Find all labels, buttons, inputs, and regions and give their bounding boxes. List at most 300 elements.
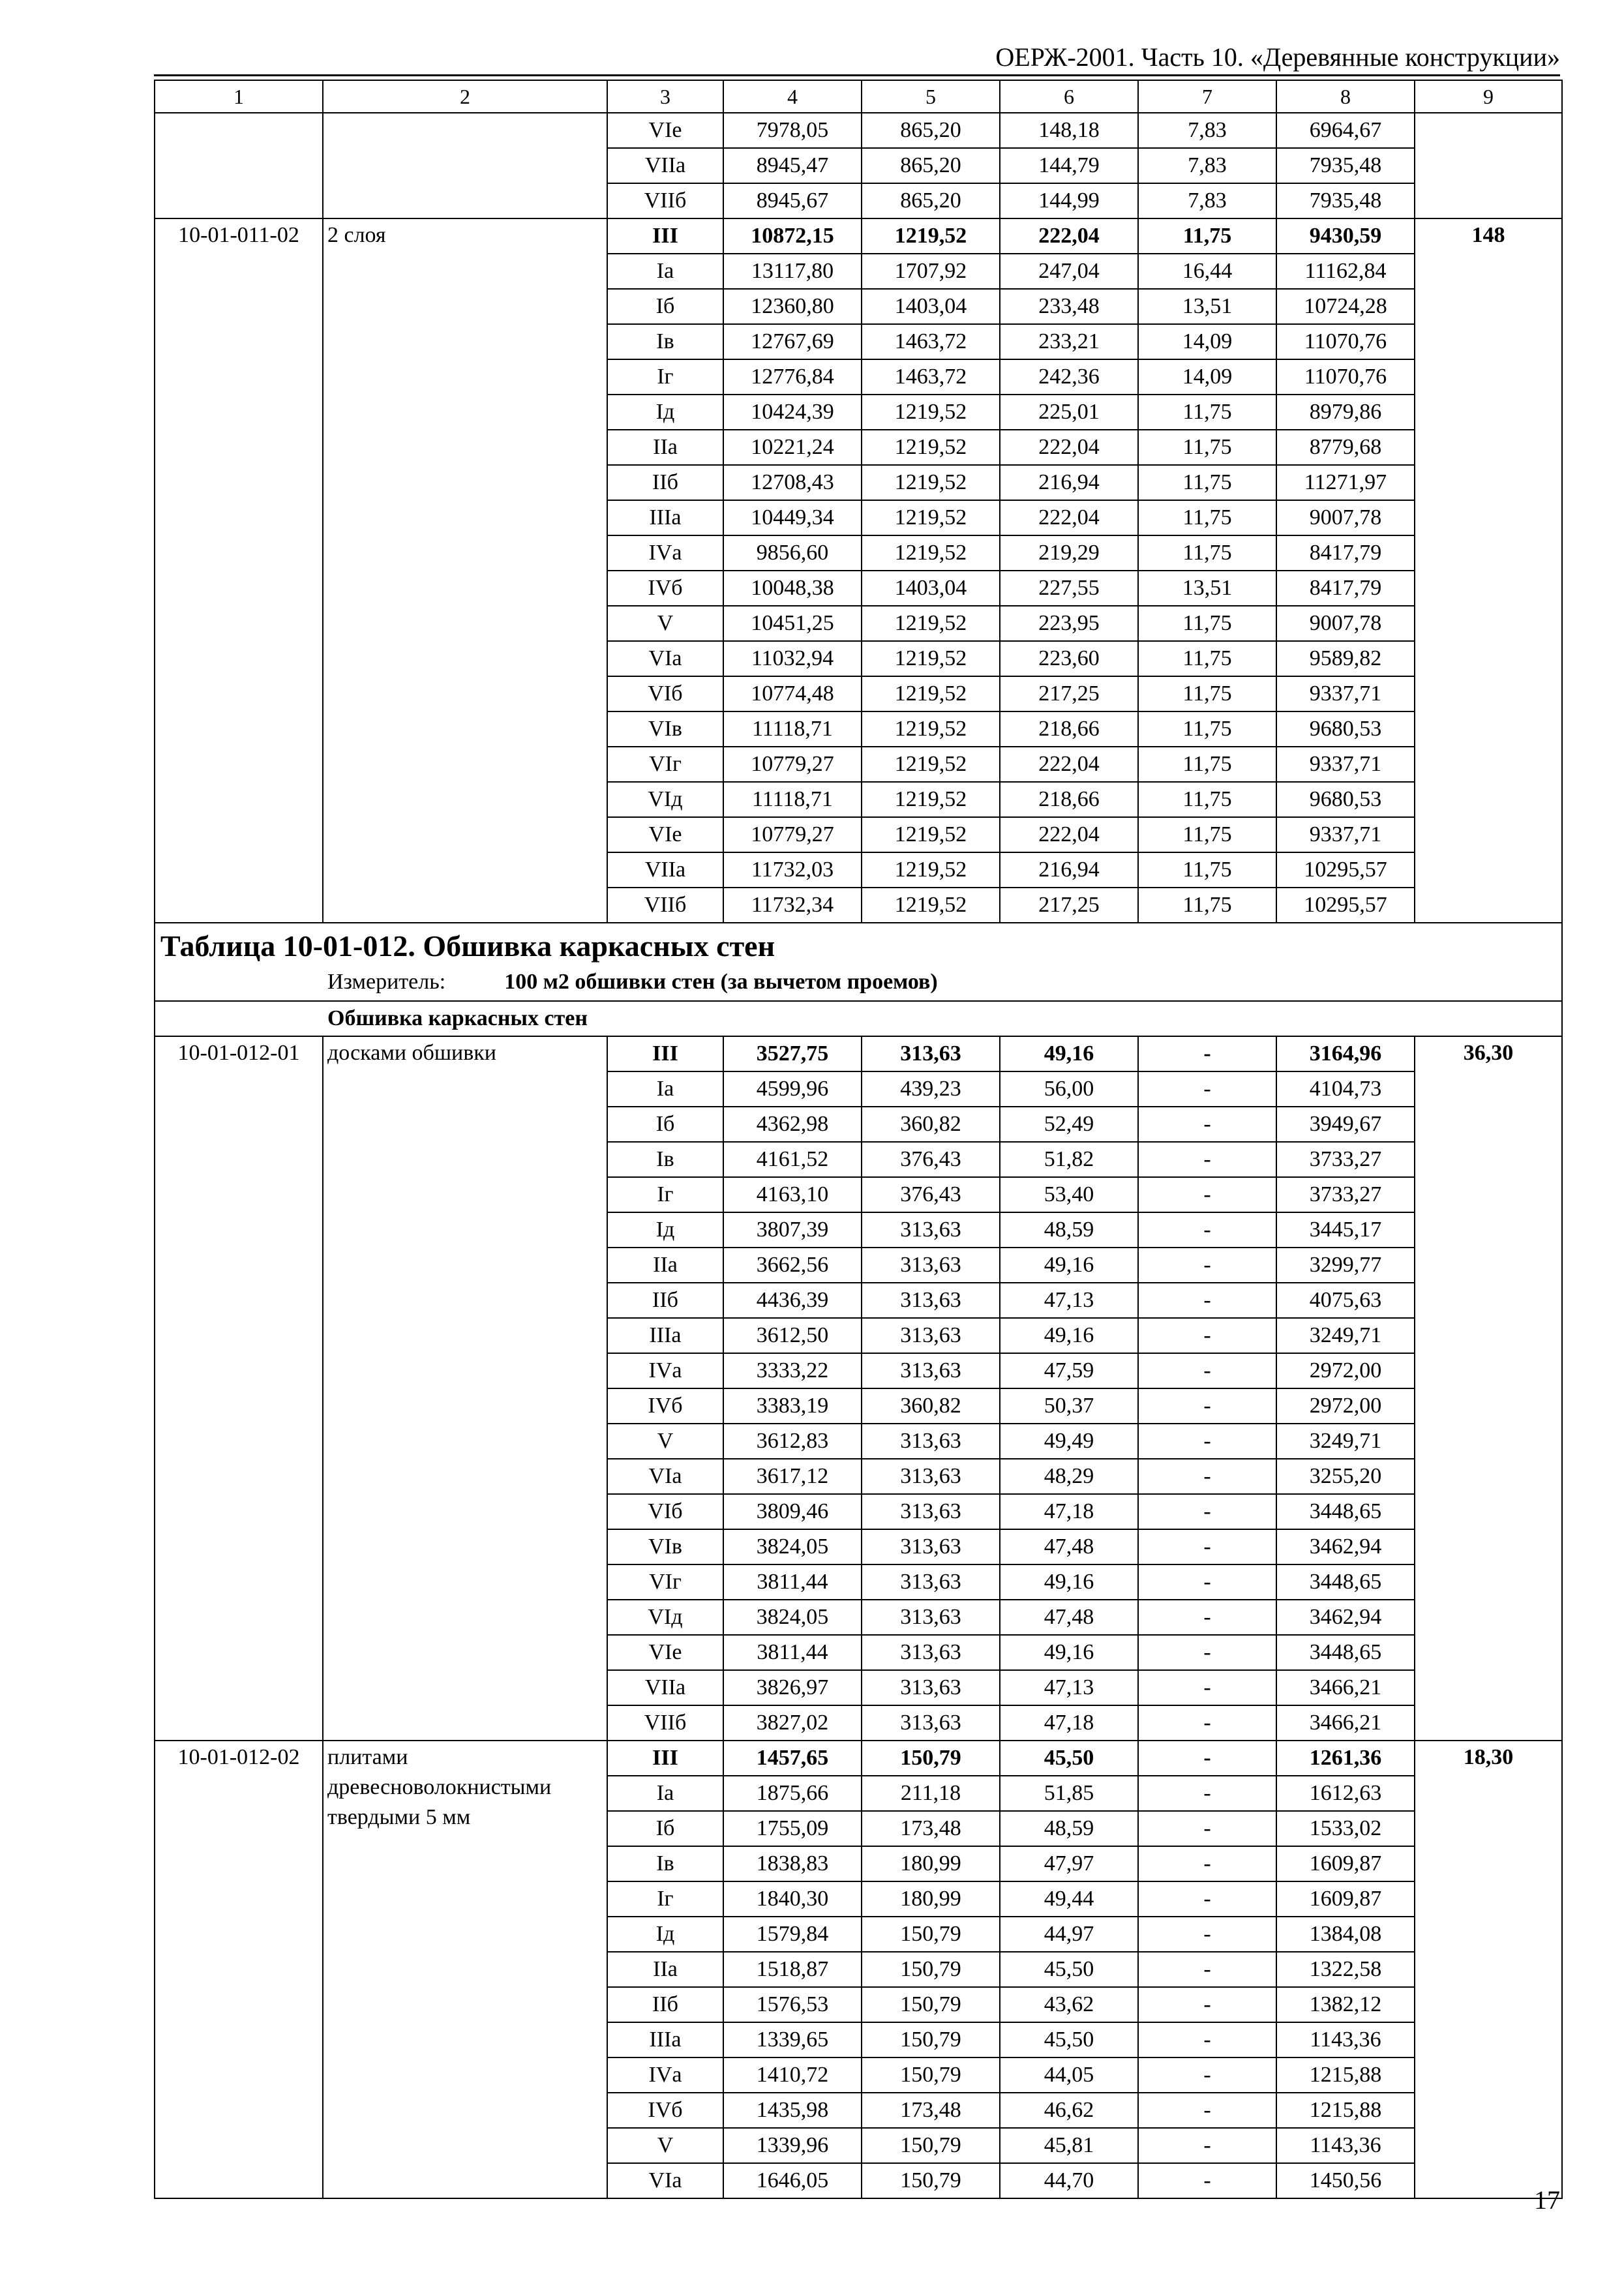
value-cell: 3824,05 xyxy=(723,1600,862,1635)
value-cell: 1219,52 xyxy=(862,747,1000,782)
zone-cell: Iв xyxy=(607,324,723,359)
value-cell: 7935,48 xyxy=(1276,148,1415,183)
zone-cell: IVа xyxy=(607,2057,723,2093)
zone-cell: VIа xyxy=(607,2163,723,2198)
value-cell: 11,75 xyxy=(1138,218,1276,254)
zone-cell: IIа xyxy=(607,1248,723,1283)
rates-table xyxy=(154,80,1563,2199)
value-cell: 52,49 xyxy=(1000,1107,1138,1142)
value-cell: 1219,52 xyxy=(862,395,1000,430)
table-title-cell xyxy=(155,923,1562,1001)
measure-label: Измеритель: xyxy=(327,970,446,994)
value-cell: 1840,30 xyxy=(723,1881,862,1917)
value-cell: 3617,12 xyxy=(723,1459,862,1494)
value-cell: 439,23 xyxy=(862,1071,1000,1107)
zone-cell: Iг xyxy=(607,359,723,395)
value-cell: 3383,19 xyxy=(723,1388,862,1424)
value-cell: 1219,52 xyxy=(862,218,1000,254)
zone-cell: VIIб xyxy=(607,888,723,923)
value-cell: - xyxy=(1138,1917,1276,1952)
name-cell xyxy=(323,113,607,218)
value-cell: - xyxy=(1138,1071,1276,1107)
value-cell: 11,75 xyxy=(1138,430,1276,465)
zone-cell: VIа xyxy=(607,1459,723,1494)
value-cell: 1339,65 xyxy=(723,2022,862,2057)
column-number-row xyxy=(155,80,1562,113)
zone-cell: Iа xyxy=(607,1776,723,1811)
value-cell: 1219,52 xyxy=(862,852,1000,888)
value-cell: 3462,94 xyxy=(1276,1600,1415,1635)
value9-cell: 148 xyxy=(1415,218,1562,923)
value-cell: 4362,98 xyxy=(723,1107,862,1142)
value-cell: 11,75 xyxy=(1138,395,1276,430)
value-cell: 313,63 xyxy=(862,1494,1000,1529)
value-cell: 3466,21 xyxy=(1276,1705,1415,1741)
zone-cell: IIб xyxy=(607,1987,723,2022)
value-cell: 6964,67 xyxy=(1276,113,1415,148)
value-cell: 9007,78 xyxy=(1276,500,1415,535)
value-cell: 48,59 xyxy=(1000,1811,1138,1846)
value-cell: 13,51 xyxy=(1138,571,1276,606)
value-cell: 1143,36 xyxy=(1276,2128,1415,2163)
value-cell: 219,29 xyxy=(1000,535,1138,571)
value-cell: 47,48 xyxy=(1000,1600,1138,1635)
name-cell: 2 слоя xyxy=(323,218,607,923)
value-cell: - xyxy=(1138,1670,1276,1705)
value-cell: 8945,67 xyxy=(723,183,862,218)
value-cell: 47,59 xyxy=(1000,1353,1138,1388)
page-number: 17 xyxy=(1534,2185,1560,2215)
value-cell: 11732,34 xyxy=(723,888,862,923)
value-cell: 47,18 xyxy=(1000,1494,1138,1529)
value-cell: 9680,53 xyxy=(1276,782,1415,817)
value-cell: 1219,52 xyxy=(862,500,1000,535)
value-cell: 4161,52 xyxy=(723,1142,862,1177)
value-cell: 13117,80 xyxy=(723,254,862,289)
value-cell: - xyxy=(1138,1811,1276,1846)
value-cell: 218,66 xyxy=(1000,711,1138,747)
zone-cell: VIIа xyxy=(607,148,723,183)
value-cell: 150,79 xyxy=(862,2057,1000,2093)
value-cell: 4436,39 xyxy=(723,1283,862,1318)
value-cell: 47,18 xyxy=(1000,1705,1138,1741)
value-cell: 3662,56 xyxy=(723,1248,862,1283)
value-cell: - xyxy=(1138,1177,1276,1212)
value-cell: 12776,84 xyxy=(723,359,862,395)
value-cell: 8779,68 xyxy=(1276,430,1415,465)
value-cell: 1579,84 xyxy=(723,1917,862,1952)
zone-cell: VIг xyxy=(607,747,723,782)
value-cell: 360,82 xyxy=(862,1107,1000,1142)
value-cell: 223,95 xyxy=(1000,606,1138,641)
code-cell: 10-01-011-02 xyxy=(155,218,323,923)
value-cell: 1339,96 xyxy=(723,2128,862,2163)
table-row xyxy=(155,218,1562,254)
zone-cell: VIг xyxy=(607,1564,723,1600)
value-cell: 11,75 xyxy=(1138,782,1276,817)
value-cell: 3333,22 xyxy=(723,1353,862,1388)
value-cell: 313,63 xyxy=(862,1248,1000,1283)
value-cell: 150,79 xyxy=(862,1917,1000,1952)
column-number: 3 xyxy=(607,80,723,113)
value-cell: 49,16 xyxy=(1000,1635,1138,1670)
value-cell: 50,37 xyxy=(1000,1388,1138,1424)
value-cell: 1533,02 xyxy=(1276,1811,1415,1846)
column-number: 6 xyxy=(1000,80,1138,113)
column-number: 5 xyxy=(862,80,1000,113)
section-row xyxy=(155,1001,1562,1036)
value-cell: 11118,71 xyxy=(723,782,862,817)
value-cell: 150,79 xyxy=(862,2163,1000,2198)
value-cell: 4163,10 xyxy=(723,1177,862,1212)
value-cell: 1875,66 xyxy=(723,1776,862,1811)
value-cell: 8979,86 xyxy=(1276,395,1415,430)
value-cell: 2972,00 xyxy=(1276,1353,1415,1388)
value-cell: 3445,17 xyxy=(1276,1212,1415,1248)
value-cell: 10449,34 xyxy=(723,500,862,535)
zone-cell: Iб xyxy=(607,1811,723,1846)
zone-cell: Iд xyxy=(607,1212,723,1248)
value-cell: 3527,75 xyxy=(723,1036,862,1071)
zone-cell: VIе xyxy=(607,1635,723,1670)
value-cell: 3809,46 xyxy=(723,1494,862,1529)
value-cell: 11070,76 xyxy=(1276,324,1415,359)
value-cell: 9337,71 xyxy=(1276,817,1415,852)
zone-cell: VIIа xyxy=(607,852,723,888)
value-cell: 56,00 xyxy=(1000,1071,1138,1107)
value-cell: 53,40 xyxy=(1000,1177,1138,1212)
value-cell: 9589,82 xyxy=(1276,641,1415,676)
value-cell: 1707,92 xyxy=(862,254,1000,289)
table-title-row xyxy=(155,923,1562,1001)
value-cell: 222,04 xyxy=(1000,500,1138,535)
value-cell: 150,79 xyxy=(862,1952,1000,1987)
value-cell: 865,20 xyxy=(862,113,1000,148)
value-cell: 51,85 xyxy=(1000,1776,1138,1811)
value-cell: - xyxy=(1138,1107,1276,1142)
value-cell: 218,66 xyxy=(1000,782,1138,817)
value-cell: 12360,80 xyxy=(723,289,862,324)
value-cell: 1219,52 xyxy=(862,465,1000,500)
value-cell: 9337,71 xyxy=(1276,747,1415,782)
value-cell: 1450,56 xyxy=(1276,2163,1415,2198)
value-cell: 16,44 xyxy=(1138,254,1276,289)
value-cell: 1403,04 xyxy=(862,289,1000,324)
value-cell: - xyxy=(1138,1881,1276,1917)
header-rule xyxy=(154,74,1560,76)
zone-cell: Iг xyxy=(607,1881,723,1917)
value-cell: 47,97 xyxy=(1000,1846,1138,1881)
name-cell: досками обшивки xyxy=(323,1036,607,1741)
value-cell: 1143,36 xyxy=(1276,2022,1415,2057)
code-cell: 10-01-012-02 xyxy=(155,1741,323,2198)
value-cell: 313,63 xyxy=(862,1283,1000,1318)
zone-cell: VIв xyxy=(607,1529,723,1564)
value-cell: - xyxy=(1138,1248,1276,1283)
value-cell: 1457,65 xyxy=(723,1741,862,1776)
value-cell: - xyxy=(1138,2022,1276,2057)
zone-cell: VIе xyxy=(607,113,723,148)
value-cell: 13,51 xyxy=(1138,289,1276,324)
value-cell: 10724,28 xyxy=(1276,289,1415,324)
value-cell: 865,20 xyxy=(862,148,1000,183)
value-cell: 11,75 xyxy=(1138,465,1276,500)
value-cell: 10424,39 xyxy=(723,395,862,430)
zone-cell: Iб xyxy=(607,1107,723,1142)
zone-cell: VIд xyxy=(607,1600,723,1635)
value-cell: 1219,52 xyxy=(862,606,1000,641)
value-cell: 10221,24 xyxy=(723,430,862,465)
value-cell: 3827,02 xyxy=(723,1705,862,1741)
value-cell: 216,94 xyxy=(1000,852,1138,888)
value-cell: 14,09 xyxy=(1138,324,1276,359)
value-cell: 360,82 xyxy=(862,1388,1000,1424)
value-cell: 4599,96 xyxy=(723,1071,862,1107)
zone-cell: VIд xyxy=(607,782,723,817)
zone-cell: VIб xyxy=(607,1494,723,1529)
value-cell: 11,75 xyxy=(1138,852,1276,888)
value-cell: 227,55 xyxy=(1000,571,1138,606)
column-number: 4 xyxy=(723,80,862,113)
value-cell: 10779,27 xyxy=(723,817,862,852)
value-cell: 48,59 xyxy=(1000,1212,1138,1248)
value-cell: 313,63 xyxy=(862,1564,1000,1600)
zone-cell: IIа xyxy=(607,1952,723,1987)
value-cell: 3612,83 xyxy=(723,1424,862,1459)
zone-cell: VIIа xyxy=(607,1670,723,1705)
value-cell: 1219,52 xyxy=(862,782,1000,817)
value-cell: - xyxy=(1138,1318,1276,1353)
zone-cell: Iб xyxy=(607,289,723,324)
value-cell: 216,94 xyxy=(1000,465,1138,500)
value-cell: 313,63 xyxy=(862,1424,1000,1459)
value-cell: 1219,52 xyxy=(862,676,1000,711)
value-cell: 1219,52 xyxy=(862,641,1000,676)
zone-cell: IIIа xyxy=(607,1318,723,1353)
zone-cell: Iд xyxy=(607,395,723,430)
value-cell: 1463,72 xyxy=(862,359,1000,395)
value-cell: 217,25 xyxy=(1000,676,1138,711)
zone-cell: V xyxy=(607,606,723,641)
value-cell: 9856,60 xyxy=(723,535,862,571)
value-cell: 1219,52 xyxy=(862,430,1000,465)
value-cell: - xyxy=(1138,1564,1276,1600)
value-cell: 313,63 xyxy=(862,1212,1000,1248)
zone-cell: IVб xyxy=(607,2093,723,2128)
value-cell: 49,44 xyxy=(1000,1881,1138,1917)
zone-cell: Iа xyxy=(607,1071,723,1107)
value-cell: 1838,83 xyxy=(723,1846,862,1881)
value-cell: 9680,53 xyxy=(1276,711,1415,747)
value-cell: 1410,72 xyxy=(723,2057,862,2093)
value-cell: 1261,36 xyxy=(1276,1741,1415,1776)
value-cell: - xyxy=(1138,2163,1276,2198)
value-cell: 3448,65 xyxy=(1276,1635,1415,1670)
value-cell: 222,04 xyxy=(1000,218,1138,254)
value-cell: 4075,63 xyxy=(1276,1283,1415,1318)
value-cell: 45,50 xyxy=(1000,1952,1138,1987)
value-cell: 313,63 xyxy=(862,1705,1000,1741)
value-cell: - xyxy=(1138,1212,1276,1248)
value-cell: 3811,44 xyxy=(723,1564,862,1600)
value-cell: 2972,00 xyxy=(1276,1388,1415,1424)
zone-cell: III xyxy=(607,1036,723,1071)
value-cell: 1215,88 xyxy=(1276,2093,1415,2128)
zone-cell: IVа xyxy=(607,535,723,571)
value-cell: 313,63 xyxy=(862,1459,1000,1494)
value-cell: 14,09 xyxy=(1138,359,1276,395)
value-cell: 180,99 xyxy=(862,1881,1000,1917)
value9-cell: 18,30 xyxy=(1415,1741,1562,2198)
value-cell: 3249,71 xyxy=(1276,1318,1415,1353)
zone-cell: Iв xyxy=(607,1846,723,1881)
value-cell: 313,63 xyxy=(862,1635,1000,1670)
zone-cell: VIб xyxy=(607,676,723,711)
table-row xyxy=(155,1036,1562,1071)
value-cell: 3807,39 xyxy=(723,1212,862,1248)
value-cell: 7978,05 xyxy=(723,113,862,148)
value-cell: 313,63 xyxy=(862,1318,1000,1353)
value-cell: - xyxy=(1138,2128,1276,2163)
value-cell: - xyxy=(1138,1388,1276,1424)
page-header: ОЕРЖ-2001. Часть 10. «Деревянные конструкции» xyxy=(995,42,1560,72)
value-cell: 173,48 xyxy=(862,2093,1000,2128)
value-cell: 1576,53 xyxy=(723,1987,862,2022)
value-cell: - xyxy=(1138,1424,1276,1459)
value-cell: 9430,59 xyxy=(1276,218,1415,254)
value-cell: 7,83 xyxy=(1138,148,1276,183)
value-cell: 313,63 xyxy=(862,1600,1000,1635)
value-cell: - xyxy=(1138,1635,1276,1670)
zone-cell: IVа xyxy=(607,1353,723,1388)
zone-cell: IVб xyxy=(607,571,723,606)
zone-cell: IIIа xyxy=(607,500,723,535)
value-cell: 1609,87 xyxy=(1276,1881,1415,1917)
value-cell: 1382,12 xyxy=(1276,1987,1415,2022)
value-cell: - xyxy=(1138,1529,1276,1564)
value-cell: 10295,57 xyxy=(1276,852,1415,888)
value-cell: 8417,79 xyxy=(1276,535,1415,571)
zone-cell: IIб xyxy=(607,1283,723,1318)
value-cell: 11118,71 xyxy=(723,711,862,747)
value-cell: 10451,25 xyxy=(723,606,862,641)
value9-cell: 36,30 xyxy=(1415,1036,1562,1741)
value-cell: 222,04 xyxy=(1000,747,1138,782)
value-cell: 45,50 xyxy=(1000,1741,1138,1776)
value-cell: - xyxy=(1138,2093,1276,2128)
value-cell: 11,75 xyxy=(1138,747,1276,782)
column-number: 8 xyxy=(1276,80,1415,113)
value-cell: - xyxy=(1138,1459,1276,1494)
column-number: 2 xyxy=(323,80,607,113)
value-cell: 150,79 xyxy=(862,2022,1000,2057)
value-cell: - xyxy=(1138,1142,1276,1177)
value-cell: 12708,43 xyxy=(723,465,862,500)
value-cell: - xyxy=(1138,1846,1276,1881)
value-cell: - xyxy=(1138,1776,1276,1811)
value-cell: 48,29 xyxy=(1000,1459,1138,1494)
value-cell: 1219,52 xyxy=(862,711,1000,747)
value-cell: 3733,27 xyxy=(1276,1142,1415,1177)
zone-cell: IIIа xyxy=(607,2022,723,2057)
zone-cell: VIа xyxy=(607,641,723,676)
value-cell: 1646,05 xyxy=(723,2163,862,2198)
value-cell: 49,16 xyxy=(1000,1564,1138,1600)
value-cell: 7,83 xyxy=(1138,113,1276,148)
value-cell: 10048,38 xyxy=(723,571,862,606)
value-cell: 9337,71 xyxy=(1276,676,1415,711)
value-cell: 11,75 xyxy=(1138,535,1276,571)
value-cell: 11,75 xyxy=(1138,888,1276,923)
value-cell: 211,18 xyxy=(862,1776,1000,1811)
value-cell: 150,79 xyxy=(862,2128,1000,2163)
value-cell: 45,50 xyxy=(1000,2022,1138,2057)
value-cell: 3824,05 xyxy=(723,1529,862,1564)
value-cell: 1435,98 xyxy=(723,2093,862,2128)
zone-cell: Iг xyxy=(607,1177,723,1212)
zone-cell: VIв xyxy=(607,711,723,747)
value-cell: 1403,04 xyxy=(862,571,1000,606)
value-cell: 11032,94 xyxy=(723,641,862,676)
value-cell: 44,05 xyxy=(1000,2057,1138,2093)
value-cell: - xyxy=(1138,1705,1276,1741)
value-cell: 11162,84 xyxy=(1276,254,1415,289)
value-cell: 233,48 xyxy=(1000,289,1138,324)
value-cell: 313,63 xyxy=(862,1529,1000,1564)
code-cell: 10-01-012-01 xyxy=(155,1036,323,1741)
value-cell: - xyxy=(1138,1952,1276,1987)
name-cell: плитами древесноволокнистыми твердыми 5 мм xyxy=(323,1741,607,2198)
zone-cell: V xyxy=(607,2128,723,2163)
zone-cell: Iа xyxy=(607,254,723,289)
value-cell: 11,75 xyxy=(1138,676,1276,711)
value-cell: 10872,15 xyxy=(723,218,862,254)
value-cell: 3826,97 xyxy=(723,1670,862,1705)
value-cell: 3733,27 xyxy=(1276,1177,1415,1212)
value-cell: - xyxy=(1138,1353,1276,1388)
value-cell: - xyxy=(1138,1036,1276,1071)
zone-cell: Iд xyxy=(607,1917,723,1952)
code-cell xyxy=(155,113,323,218)
zone-cell: VIе xyxy=(607,817,723,852)
value-cell: 222,04 xyxy=(1000,430,1138,465)
zone-cell: IVб xyxy=(607,1388,723,1424)
zone-cell: III xyxy=(607,218,723,254)
value-cell: 45,81 xyxy=(1000,2128,1138,2163)
value-cell: 44,70 xyxy=(1000,2163,1138,2198)
measure-value: 100 м2 обшивки стен (за вычетом проемов) xyxy=(504,970,938,994)
value-cell: 313,63 xyxy=(862,1353,1000,1388)
zone-cell: III xyxy=(607,1741,723,1776)
value-cell: 1215,88 xyxy=(1276,2057,1415,2093)
value-cell: 144,79 xyxy=(1000,148,1138,183)
value-cell: 11,75 xyxy=(1138,606,1276,641)
value-cell: 3255,20 xyxy=(1276,1459,1415,1494)
value-cell: 148,18 xyxy=(1000,113,1138,148)
zone-cell: IIа xyxy=(607,430,723,465)
value-cell: - xyxy=(1138,1600,1276,1635)
value-cell: 11070,76 xyxy=(1276,359,1415,395)
zone-cell: VIIб xyxy=(607,183,723,218)
value-cell: 225,01 xyxy=(1000,395,1138,430)
value-cell: 11,75 xyxy=(1138,817,1276,852)
value-cell: 3448,65 xyxy=(1276,1494,1415,1529)
value-cell: 49,16 xyxy=(1000,1036,1138,1071)
value-cell: 1612,63 xyxy=(1276,1776,1415,1811)
value-cell: 150,79 xyxy=(862,1741,1000,1776)
value-cell: 10774,48 xyxy=(723,676,862,711)
zone-cell: IIб xyxy=(607,465,723,500)
